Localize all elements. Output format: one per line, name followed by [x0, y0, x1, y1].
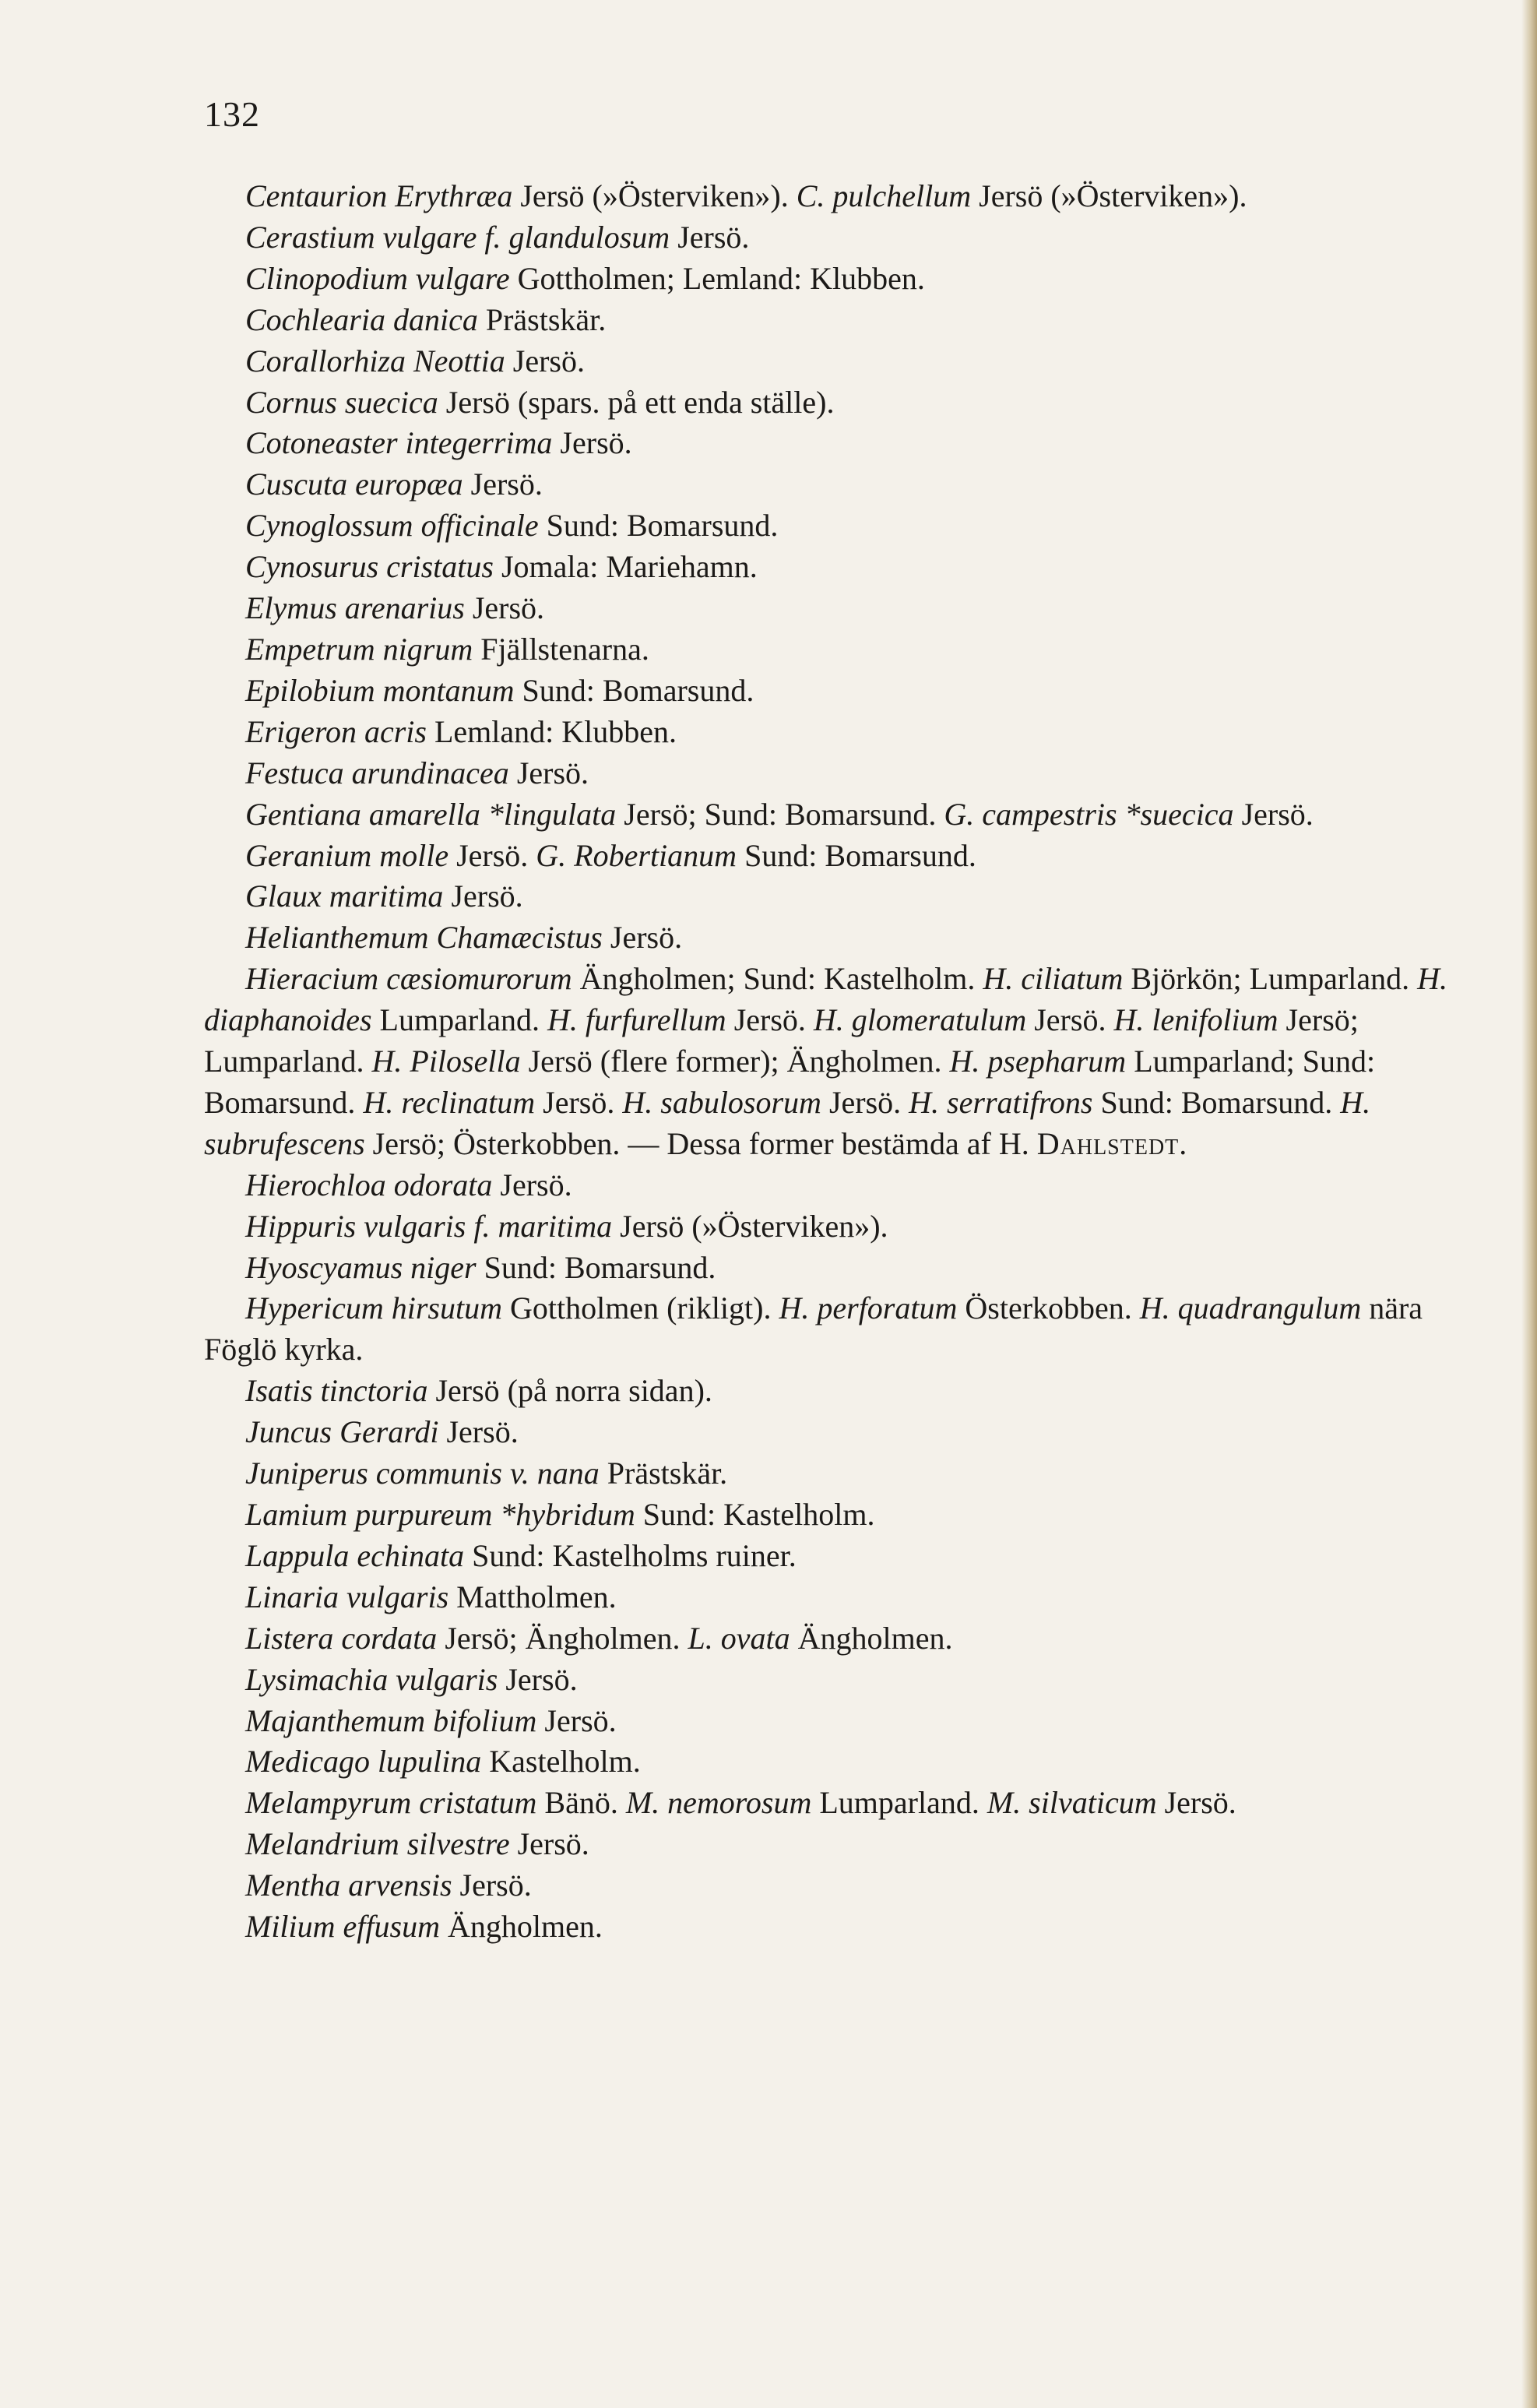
species-name: M. silvaticum: [987, 1785, 1157, 1821]
locality-text: Ängholmen.: [439, 1909, 603, 1945]
species-name: Corallorhiza Neottia: [245, 343, 505, 378]
species-name: Clinopodium vulgare: [245, 260, 510, 296]
locality-text: Sund: Kastelholm.: [635, 1497, 875, 1532]
page-edge-shadow: [1521, 0, 1537, 2408]
locality-text: Jersö; Ängholmen.: [437, 1620, 688, 1656]
locality-text: Sund: Bomarsund.: [737, 837, 976, 873]
locality-text: Prästskär.: [477, 301, 607, 337]
species-name: Hierochloa odorata: [245, 1167, 493, 1202]
species-entry: [204, 423, 1458, 464]
species-name: H. reclinatum: [363, 1084, 536, 1120]
species-name: H. sabulosorum: [622, 1084, 821, 1120]
species-name: Helianthemum Chamæcistus: [245, 920, 603, 956]
species-entry: [204, 259, 1458, 300]
species-entry: [204, 1906, 1458, 1948]
species-name: Cornus suecica: [245, 384, 438, 420]
locality-text: Lumparland; Sund: Bomarsund.: [204, 1044, 1376, 1120]
species-name: H. quadrangulum: [1139, 1290, 1362, 1326]
species-entry: [204, 629, 1458, 671]
species-name: Cuscuta europæa: [245, 466, 463, 502]
locality-text: nära Föglö kyrka.: [204, 1290, 1423, 1368]
locality-text: Mattholmen.: [448, 1579, 617, 1614]
locality-text: Jersö.: [821, 1084, 909, 1120]
species-entry: [204, 176, 1458, 217]
species-entry: [204, 836, 1458, 877]
locality-text: Jersö; Österkobben. — Dessa former bestämda af H.: [364, 1125, 1037, 1161]
locality-text: Sund: Bomarsund.: [514, 672, 754, 708]
locality-text: Lumparland.: [371, 1002, 548, 1038]
species-name: M. nemorosum: [625, 1785, 812, 1821]
species-entry: [204, 1618, 1458, 1660]
species-name: H. psepharum: [949, 1044, 1127, 1079]
species-name: H. ciliatum: [983, 961, 1124, 997]
locality-text: Jersö (»Österviken»).: [612, 1208, 888, 1244]
locality-text: Jersö.: [552, 425, 632, 461]
species-entry: [204, 917, 1458, 959]
species-name: H. furfurellum: [547, 1002, 726, 1038]
species-entry: [204, 588, 1458, 629]
species-entry: [204, 1288, 1458, 1371]
locality-text: Jersö.: [492, 1167, 572, 1202]
page-number: 132: [204, 94, 260, 134]
species-name: Hyoscyamus niger: [245, 1249, 477, 1285]
locality-text: Jersö.: [602, 920, 683, 956]
species-name: G. campestris *suecica: [944, 796, 1234, 832]
species-name: Cerastium vulgare f. glandulosum: [245, 219, 670, 255]
species-entry: [204, 876, 1458, 917]
locality-text: Jersö.: [448, 837, 536, 873]
locality-text: Jersö.: [452, 1868, 532, 1903]
locality-text: Jersö (på norra sidan).: [427, 1373, 712, 1409]
locality-text: Jersö.: [535, 1084, 623, 1120]
locality-text: Jomala: Mariehamn.: [493, 549, 758, 585]
species-entry: [204, 1783, 1458, 1824]
locality-text: Bänö.: [536, 1785, 626, 1821]
locality-text: Sund: Bomarsund.: [1092, 1084, 1341, 1120]
species-name: H. glomeratulum: [813, 1002, 1027, 1038]
species-name: Linaria vulgaris: [245, 1579, 449, 1614]
locality-text: .: [1179, 1125, 1187, 1161]
species-name: H. Pilosella: [371, 1044, 521, 1079]
species-entry: [204, 1206, 1458, 1248]
locality-text: Sund: Bomarsund.: [476, 1249, 716, 1285]
species-name: C. pulchellum: [796, 178, 972, 213]
locality-text: Ängholmen.: [790, 1620, 953, 1656]
species-entry: [204, 1412, 1458, 1453]
species-name: Lysimachia vulgaris: [245, 1661, 498, 1697]
species-entry: [204, 671, 1458, 712]
species-entry: [204, 1824, 1458, 1865]
locality-text: Kastelholm.: [481, 1744, 641, 1780]
species-name: Juniperus communis v. nana: [245, 1456, 600, 1491]
locality-text: Prästskär.: [599, 1456, 728, 1491]
locality-text: Jersö.: [505, 343, 585, 378]
locality-text: Sund: Bomarsund.: [538, 508, 779, 544]
species-name: Centaurion Erythræa: [245, 178, 513, 213]
locality-text: Jersö; Sund: Bomarsund.: [616, 796, 944, 832]
species-name: L. ovata: [688, 1620, 790, 1656]
locality-text: Jersö.: [498, 1661, 578, 1697]
species-name: Festuca arundinacea: [245, 755, 509, 790]
species-entry: [204, 341, 1458, 382]
species-name: Isatis tinctoria: [245, 1373, 428, 1409]
locality-text: Jersö.: [536, 1702, 617, 1738]
locality-text: Jersö.: [464, 590, 545, 626]
locality-text: Gottholmen (rikligt).: [501, 1290, 779, 1326]
species-name: Geranium molle: [245, 837, 449, 873]
species-name: Elymus arenarius: [245, 590, 465, 626]
species-name: H. perforatum: [779, 1290, 958, 1326]
species-name: Milium effusum: [245, 1909, 440, 1945]
species-name: Hieracium cæsiomurorum: [245, 961, 572, 997]
species-name: Gentiana amarella *lingulata: [245, 796, 617, 832]
species-entry: [204, 1660, 1458, 1701]
locality-text: Jersö.: [670, 219, 750, 255]
locality-text: Lemland: Klubben.: [426, 713, 677, 749]
species-entry: [204, 712, 1458, 753]
species-entry: [204, 547, 1458, 588]
species-name: Medicago lupulina: [245, 1744, 482, 1780]
species-entry: [204, 1741, 1458, 1783]
species-name: Cotoneaster integerrima: [245, 425, 553, 461]
species-name: Lappula echinata: [245, 1537, 465, 1573]
species-entry: [204, 1494, 1458, 1536]
locality-text: Jersö.: [463, 466, 543, 502]
locality-text: Jersö (»Österviken»).: [971, 178, 1247, 213]
author-name: Dahlstedt: [1036, 1125, 1180, 1161]
species-entry: [204, 382, 1458, 424]
locality-text: Jersö.: [443, 878, 523, 914]
species-name: H. subrufescens: [204, 1084, 1371, 1161]
locality-text: Jersö.: [438, 1414, 519, 1450]
species-name: H. serratifrons: [909, 1084, 1093, 1120]
locality-text: Jersö.: [509, 1826, 589, 1862]
locality-text: Lumparland.: [811, 1785, 987, 1821]
species-entry: [204, 505, 1458, 547]
species-name: Juncus Gerardi: [245, 1414, 439, 1450]
locality-text: Sund: Kastelholms ruiner.: [464, 1537, 797, 1573]
species-name: H. lenifolium: [1113, 1002, 1278, 1038]
species-name: Melandrium silvestre: [245, 1826, 510, 1862]
species-entry: [204, 959, 1458, 1165]
locality-text: Gottholmen; Lemland: Klubben.: [509, 260, 925, 296]
locality-text: Jersö.: [1156, 1785, 1236, 1821]
species-name: Hippuris vulgaris f. maritima: [245, 1208, 613, 1244]
locality-text: Jersö (spars. på ett enda ställe).: [438, 384, 835, 420]
species-name: Cynosurus cristatus: [245, 549, 494, 585]
species-name: Majanthemum bifolium: [245, 1702, 537, 1738]
species-name: Mentha arvensis: [245, 1868, 452, 1903]
species-name: Listera cordata: [245, 1620, 438, 1656]
species-entry: [204, 794, 1458, 836]
locality-text: Jersö (»Österviken»).: [512, 178, 797, 213]
locality-text: Jersö.: [508, 755, 589, 790]
locality-text: Österkobben.: [957, 1290, 1140, 1326]
locality-text: Jersö (flere former); Ängholmen.: [520, 1044, 950, 1079]
species-entry: [204, 1577, 1458, 1618]
species-name: Erigeron acris: [245, 713, 427, 749]
species-list: [204, 176, 1458, 1948]
locality-text: Fjällstenarna.: [473, 631, 649, 667]
species-name: G. Robertianum: [536, 837, 737, 873]
species-entry: [204, 1165, 1458, 1206]
species-name: Cynoglossum officinale: [245, 508, 539, 544]
species-entry: [204, 217, 1458, 259]
species-entry: [204, 1371, 1458, 1412]
species-entry: [204, 464, 1458, 505]
species-name: Lamium purpureum *hybridum: [245, 1497, 635, 1532]
species-entry: [204, 300, 1458, 341]
locality-text: Jersö.: [1026, 1002, 1114, 1038]
species-name: H. diaphanoides: [204, 961, 1447, 1038]
species-name: Melampyrum cristatum: [245, 1785, 537, 1821]
species-name: Epilobium montanum: [245, 672, 515, 708]
locality-text: Jersö.: [726, 1002, 814, 1038]
species-entry: [204, 1536, 1458, 1577]
species-entry: [204, 1701, 1458, 1742]
species-name: Glaux maritima: [245, 878, 444, 914]
locality-text: Jersö; Lumparland.: [204, 1002, 1359, 1079]
species-name: Cochlearia danica: [245, 301, 478, 337]
locality-text: Björkön; Lumparland.: [1123, 961, 1418, 997]
species-name: Hypericum hirsutum: [245, 1290, 502, 1326]
species-entry: [204, 753, 1458, 794]
locality-text: Ängholmen; Sund: Kastelholm.: [572, 961, 983, 997]
species-name: Empetrum nigrum: [245, 631, 473, 667]
locality-text: Jersö.: [1233, 796, 1314, 832]
species-entry: [204, 1248, 1458, 1289]
species-entry: [204, 1865, 1458, 1906]
species-entry: [204, 1453, 1458, 1494]
